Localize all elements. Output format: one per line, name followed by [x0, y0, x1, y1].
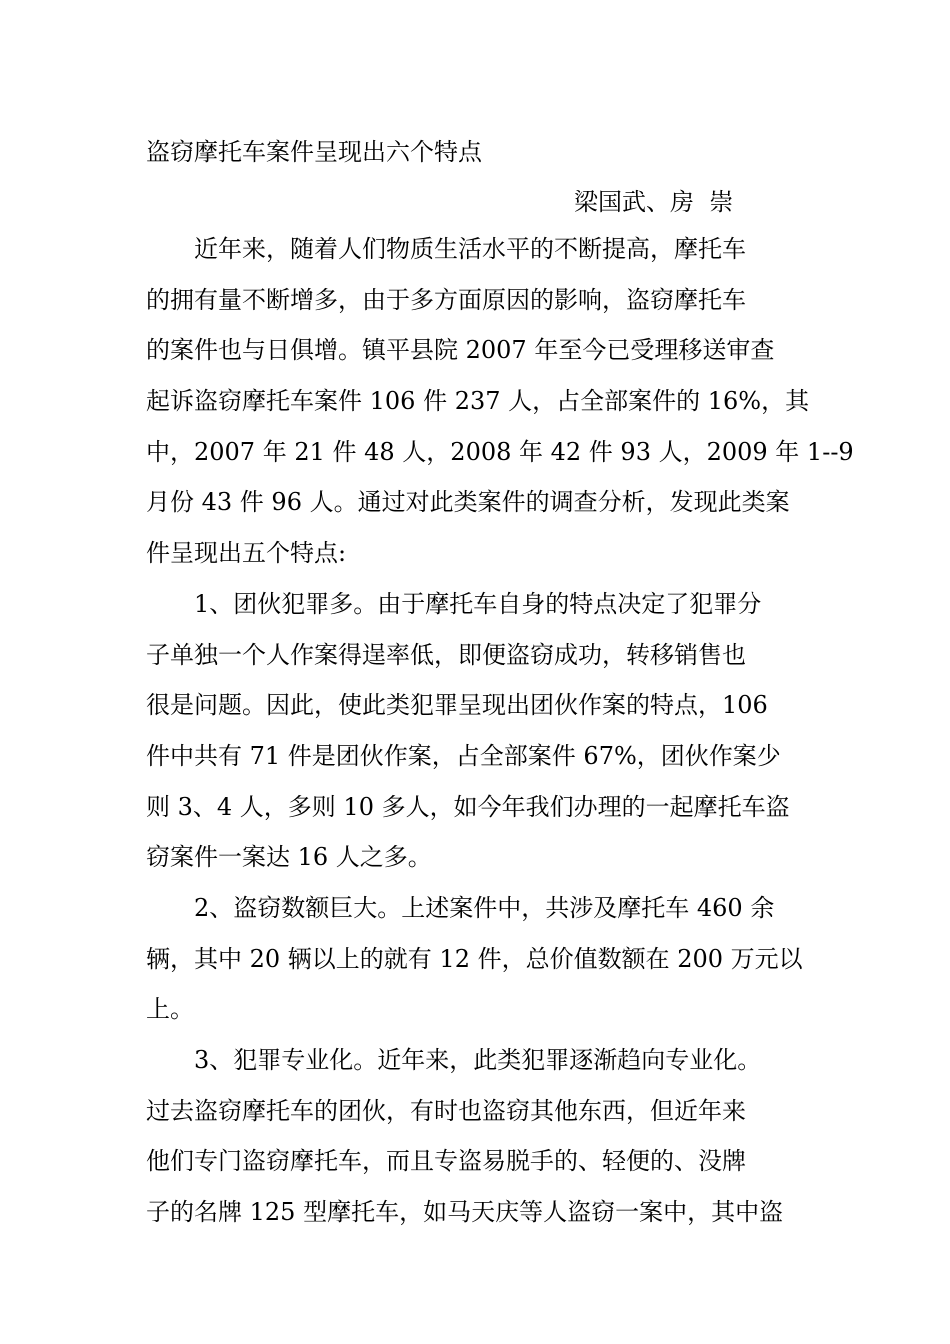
- body-line: 则 3、4 人，多则 10 多人，如今年我们办理的一起摩托车盗: [146, 792, 790, 821]
- body-line: 月份 43 件 96 人。通过对此类案件的调查分析，发现此类案: [146, 488, 790, 517]
- body-line: 他们专门盗窃摩托车，而且专盗易脱手的、轻便的、没牌: [146, 1147, 746, 1176]
- document-body: [146, 224, 854, 1238]
- body-line: 子的名牌 125 型摩托车，如马天庆等人盗窃一案中，其中盗: [146, 1198, 784, 1227]
- document-author: 梁国武、房 崇: [574, 188, 734, 216]
- body-line: 近年来，随着人们物质生活水平的不断提高，摩托车: [146, 235, 746, 263]
- document-title: 盗窃摩托车案件呈现出六个特点: [146, 138, 482, 166]
- body-line: 1、团伙犯罪多。由于摩托车自身的特点决定了犯罪分: [146, 589, 762, 618]
- body-line: 窃案件一案达 16 人之多。: [146, 843, 432, 872]
- body-line: 中，2007 年 21 件 48 人，2008 年 42 件 93 人，2009 年 1--9: [146, 437, 854, 466]
- body-line: 的案件也与日俱增。镇平县院 2007 年至今已受理移送审查: [146, 336, 775, 365]
- body-line: 起诉盗窃摩托车案件 106 件 237 人，占全部案件的 16%，其: [146, 387, 810, 416]
- body-line: 过去盗窃摩托车的团伙，有时也盗窃其他东西，但近年来: [146, 1096, 746, 1125]
- body-line: 件中共有 71 件是团伙作案，占全部案件 67%，团伙作案少: [146, 741, 781, 770]
- body-line: 上。: [146, 995, 194, 1024]
- body-line: 很是问题。因此，使此类犯罪呈现出团伙作案的特点，106: [146, 691, 768, 720]
- body-line: 件呈现出五个特点:: [146, 539, 347, 568]
- body-line: 辆，其中 20 辆以上的就有 12 件，总价值数额在 200 万元以: [146, 944, 803, 973]
- body-line: 的拥有量不断增多，由于多方面原因的影响，盗窃摩托车: [146, 285, 746, 314]
- body-line: 3、犯罪专业化。近年来，此类犯罪逐渐趋向专业化。: [146, 1046, 762, 1074]
- body-line: 子单独一个人作案得逞率低，即便盗窃成功，转移销售也: [146, 640, 746, 669]
- body-line: 2、盗窃数额巨大。上述案件中，共涉及摩托车 460 余: [146, 893, 775, 922]
